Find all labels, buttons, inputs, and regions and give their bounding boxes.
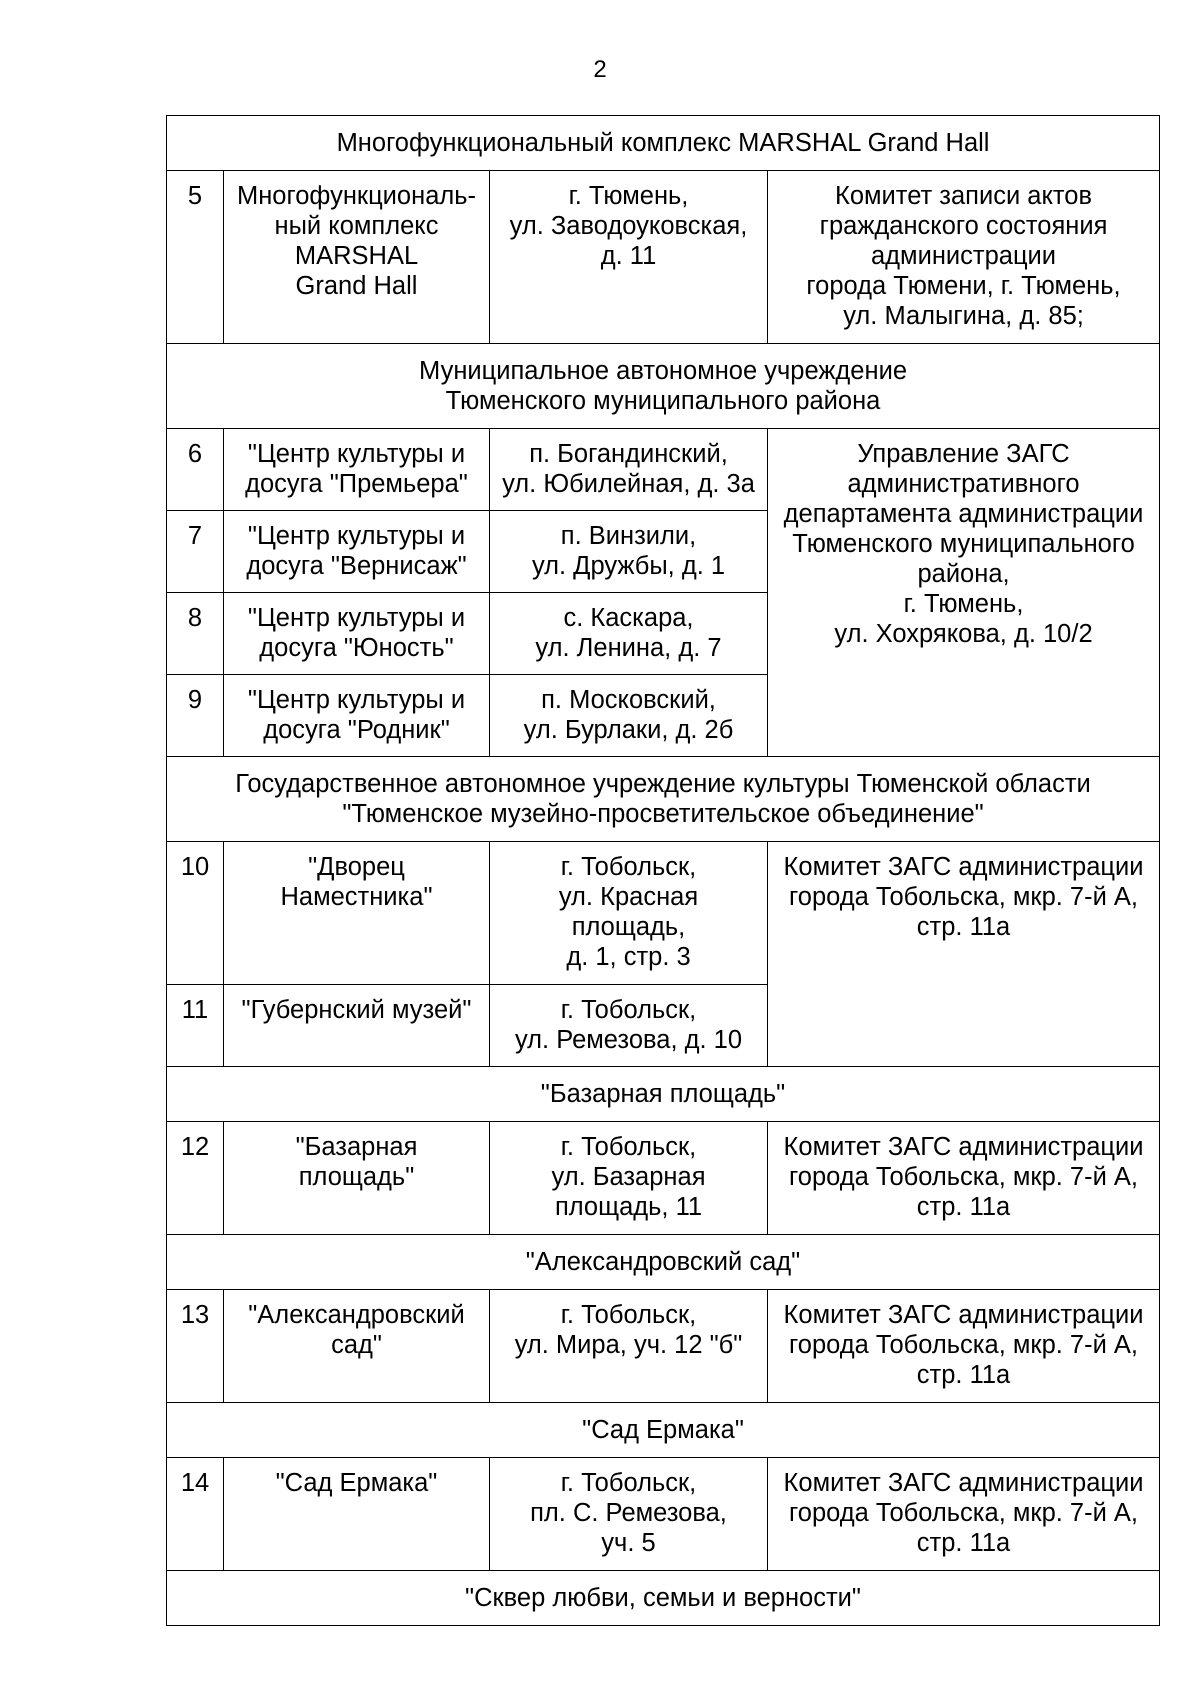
venue-address: г. Тюмень, ул. Заводоуковская, д. 11 [490, 171, 768, 344]
registry-authority: Комитет ЗАГС администрации города Тобольска, мкр. 7-й А, стр. 11а [768, 1458, 1160, 1571]
venue-address: п. Богандинский, ул. Юбилейная, д. 3а [490, 429, 768, 511]
section-heading: "Александровский сад" [167, 1235, 1160, 1290]
section-row [167, 1571, 1160, 1626]
section-row [167, 757, 1160, 842]
venues-table [166, 115, 1160, 1626]
section-heading: Муниципальное автономное учреждение Тюменского муниципального района [167, 344, 1160, 429]
venue-address: г. Тобольск, ул. Красная площадь, д. 1, стр. 3 [490, 842, 768, 985]
venue-address: г. Тобольск, пл. С. Ремезова, уч. 5 [490, 1458, 768, 1571]
venue-name: "Центр культуры и досуга "Родник" [224, 675, 490, 757]
section-heading: "Базарная площадь" [167, 1067, 1160, 1122]
venue-address: п. Винзили, ул. Дружбы, д. 1 [490, 511, 768, 593]
table-row [167, 171, 1160, 344]
venue-address: с. Каскара, ул. Ленина, д. 7 [490, 593, 768, 675]
venue-name: "Дворец Наместника" [224, 842, 490, 985]
section-row [167, 1067, 1160, 1122]
row-number: 14 [167, 1458, 224, 1571]
venue-name: "Центр культуры и досуга "Вернисаж" [224, 511, 490, 593]
section-heading: "Сад Ермака" [167, 1403, 1160, 1458]
venue-name: "Александровский сад" [224, 1290, 490, 1403]
registry-authority: Комитет ЗАГС администрации города Тобольска, мкр. 7-й А, стр. 11а [768, 1290, 1160, 1403]
registry-authority: Комитет ЗАГС администрации города Тобольска, мкр. 7-й А, стр. 11а [768, 842, 1160, 1067]
section-row [167, 1403, 1160, 1458]
table-row [167, 842, 1160, 985]
row-number: 6 [167, 429, 224, 511]
table-row [167, 429, 1160, 511]
row-number: 5 [167, 171, 224, 344]
registry-authority: Управление ЗАГС административного департамента администрации Тюменского муниципального района, г. Тюмень, ул. Хохрякова, д. 10/2 [768, 429, 1160, 757]
table-row [167, 1458, 1160, 1571]
venue-name: "Центр культуры и досуга "Премьера" [224, 429, 490, 511]
row-number: 9 [167, 675, 224, 757]
section-heading: Многофункциональный комплекс MARSHAL Grand Hall [167, 116, 1160, 171]
venue-address: г. Тобольск, ул. Базарная площадь, 11 [490, 1122, 768, 1235]
section-row [167, 1235, 1160, 1290]
registry-authority: Комитет ЗАГС администрации города Тобольска, мкр. 7-й А, стр. 11а [768, 1122, 1160, 1235]
section-heading: "Сквер любви, семьи и верности" [167, 1571, 1160, 1626]
venue-address: г. Тобольск, ул. Ремезова, д. 10 [490, 985, 768, 1067]
venue-name: "Центр культуры и досуга "Юность" [224, 593, 490, 675]
venue-name: "Губернский музей" [224, 985, 490, 1067]
row-number: 10 [167, 842, 224, 985]
table-row [167, 1290, 1160, 1403]
row-number: 8 [167, 593, 224, 675]
page-number: 2 [593, 56, 607, 83]
venue-address: п. Московский, ул. Бурлаки, д. 2б [490, 675, 768, 757]
section-heading: Государственное автономное учреждение культуры Тюменской области "Тюменское музейно-просветительское объединение" [167, 757, 1160, 842]
section-row [167, 116, 1160, 171]
table-row [167, 1122, 1160, 1235]
row-number: 13 [167, 1290, 224, 1403]
venue-address: г. Тобольск, ул. Мира, уч. 12 "б" [490, 1290, 768, 1403]
row-number: 11 [167, 985, 224, 1067]
venue-name: Многофункциональ- ный комплекс MARSHAL Grand Hall [224, 171, 490, 344]
row-number: 12 [167, 1122, 224, 1235]
section-row [167, 344, 1160, 429]
row-number: 7 [167, 511, 224, 593]
venue-name: "Сад Ермака" [224, 1458, 490, 1571]
registry-authority: Комитет записи актов гражданского состояния администрации города Тюмени, г. Тюмень, ул. Малыгина, д. 85; [768, 171, 1160, 344]
venue-name: "Базарная площадь" [224, 1122, 490, 1235]
